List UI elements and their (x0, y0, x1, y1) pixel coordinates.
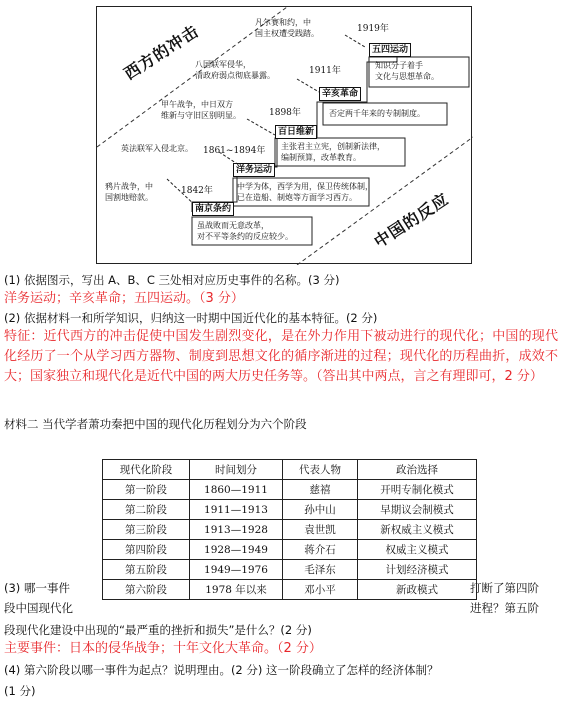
cell: 新权威主义模式 (358, 520, 477, 540)
cell: 开明专制化模式 (358, 480, 477, 500)
question-3-left-line1: (3) 哪一事件 (4, 581, 70, 595)
header-period: 时间划分 (190, 460, 283, 480)
may-fourth-desc: 知识分子着手 文化与思想革命。 (375, 61, 439, 81)
box-self-strengthening: 洋务运动 (233, 163, 275, 177)
cell: 计划经济模式 (358, 560, 477, 580)
cell: 蒋介石 (283, 540, 358, 560)
cell: 1913—1928 (190, 520, 283, 540)
history-staircase-diagram (96, 6, 472, 264)
box-xinhai: 辛亥革命 (319, 87, 361, 101)
cell: 第五阶段 (103, 560, 190, 580)
question-1: (1) 依据图示，写出 A、B、C 三处相对应历史事件的名称。(3 分) (4, 273, 340, 287)
question-4: (4) 第六阶段以哪一事件为起点？说明理由。(2 分) 这一阶段确立了怎样的经济体制？ (4, 663, 439, 677)
cell: 第四阶段 (103, 540, 190, 560)
cell: 1949—1976 (190, 560, 283, 580)
table-row (103, 540, 477, 560)
west-impact-label: 西方的冲击 (120, 21, 203, 84)
answer-3: 主要事件：日本的侵华战争；十年文化大革命。（2 分） (4, 641, 322, 656)
year-1861-1894: 1861~1894年 (203, 146, 266, 156)
modernization-stages-table (102, 459, 477, 600)
hundred-days-desc: 主张君主立宪，创制新法律， 编制预算，改革教育。 (281, 142, 385, 162)
sino-japanese-war-text: 甲午战争，中日双方 维新与守旧区别明显。 (161, 100, 241, 120)
year-1842: 1842年 (181, 186, 213, 196)
cell: 邓小平 (283, 580, 358, 600)
box-nanjing-treaty: 南京条约 (192, 202, 234, 216)
question-3-left-line2: 段中国现代化 (4, 601, 73, 615)
anglo-french-text: 英法联军入侵北京。 (121, 144, 193, 153)
xinhai-desc: 否定两千年来的专制制度。 (329, 109, 425, 118)
nanjing-treaty-desc: 虽战败而无意改革， 对不平等条约的反应较少。 (197, 221, 293, 241)
answer-1: 洋务运动；辛亥革命；五四运动。（3 分） (4, 291, 244, 306)
question-3-continued: 段现代化建设中出现的“最严重的挫折和损失”是什么？(2 分) (4, 623, 312, 637)
answer-2: 特征：近代西方的冲击促使中国发生剧烈变化，是在外力作用下被动进行的现代化；中国的现代化经历了一个从学习西方器物、制度到思想文化的循序渐进的过程；现代化的历程曲折，成效不大；国家独立和现代化是近代中国的两大历史任务等。（答出其中两点，言之有理即可，2 分） (4, 329, 558, 384)
table-row (103, 520, 477, 540)
year-1919: 1919年 (357, 24, 389, 34)
table-row (103, 560, 477, 580)
cell: 第六阶段 (103, 580, 190, 600)
question-2: (2) 依据材料一和所学知识，归纳这一时期中国近代化的基本特征。(2 分) (4, 311, 378, 325)
header-stage: 现代化阶段 (103, 460, 190, 480)
cell: 新政模式 (358, 580, 477, 600)
table-row (103, 480, 477, 500)
question-3-right-line1: 打断了第四阶 (470, 581, 539, 595)
versailles-text: 凡尔赛和约，中 国主权遭受践踏。 (255, 18, 319, 38)
cell: 早期议会制模式 (358, 500, 477, 520)
question-3-right-line2: 进程？第五阶 (470, 601, 539, 615)
cell: 孙中山 (283, 500, 358, 520)
cell: 第三阶段 (103, 520, 190, 540)
material-2-intro: 材料二 当代学者萧功秦把中国的现代化历程划分为六个阶段 (4, 417, 307, 431)
cell: 毛泽东 (283, 560, 358, 580)
table-header-row (103, 460, 477, 480)
header-figure: 代表人物 (283, 460, 358, 480)
cell: 1928—1949 (190, 540, 283, 560)
opium-war-text: 鸦片战争，中 国割地赔款。 (105, 182, 153, 202)
table-row (103, 500, 477, 520)
header-political-choice: 政治选择 (358, 460, 477, 480)
cell: 1911—1913 (190, 500, 283, 520)
cell: 1978 年以来 (190, 580, 283, 600)
cell: 袁世凯 (283, 520, 358, 540)
cell: 权威主义模式 (358, 540, 477, 560)
cell: 1860—1911 (190, 480, 283, 500)
table-row (103, 580, 477, 600)
cell: 第一阶段 (103, 480, 190, 500)
year-1898: 1898年 (269, 108, 301, 118)
eight-nation-text: 八国联军侵华， 清政府弱点彻底暴露。 (195, 60, 275, 80)
question-4-points: (1 分) (4, 684, 36, 698)
china-response-label: 中国的反应 (370, 189, 453, 252)
cell: 第二阶段 (103, 500, 190, 520)
self-strengthening-desc: 中学为体，西学为用，保卫传统体制， 已在造船、制炮等方面学习西方。 (237, 182, 373, 202)
year-1911: 1911年 (309, 66, 341, 76)
box-may-fourth: 五四运动 (369, 43, 411, 57)
box-hundred-days: 百日维新 (275, 125, 317, 139)
cell: 慈禧 (283, 480, 358, 500)
